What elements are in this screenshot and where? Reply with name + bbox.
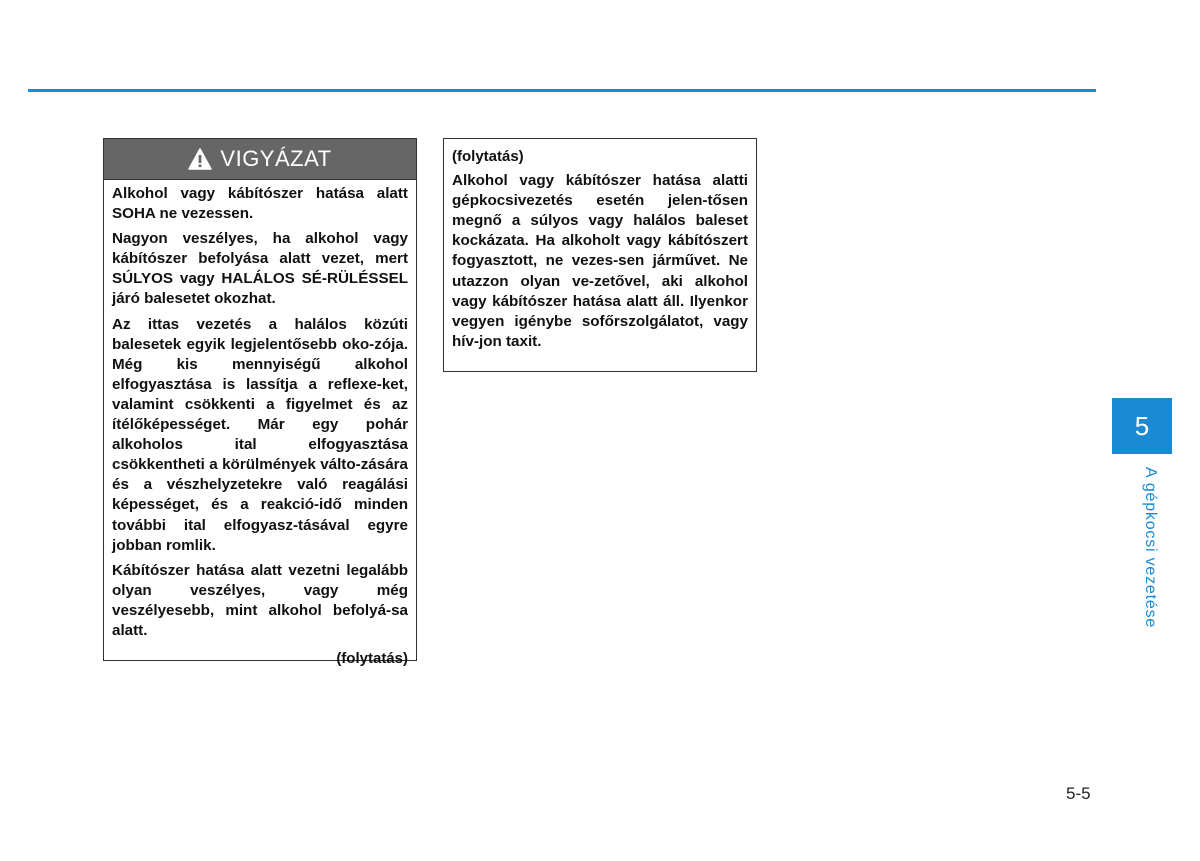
continuation-content (444, 139, 756, 352)
page-number: 5-5 (1066, 784, 1091, 803)
chapter-number-tab (1112, 398, 1172, 454)
warning-content (104, 180, 416, 669)
warning-paragraph: Az ittas vezetés a halálos közúti balesetek egyik legjelentősebb oko-zója. Még kis mennyiségű alkohol elfogyasztása is lassítja a reflexe-ket, valamint csökkenti a figyelmet és az ítélőképességet. Már egy pohár alkoholos ital elfogyasztása csökkentheti a körülmények válto-zására és a vészhelyzetekre való reagálási képességet, és a reakció-idő minden további ital elfogyasz-tásával egyre jobban romlik. (112, 315, 408, 554)
warning-paragraph: Kábítószer hatása alatt vezetni legalább olyan veszélyes, vagy még veszélyesebb, mint alkohol befolyá-sa alatt. (112, 561, 408, 639)
warning-paragraph: Alkohol vagy kábítószer hatása alatt SOHA ne vezessen. (112, 185, 408, 223)
chapter-label: A gépkocsi vezetése (1142, 467, 1159, 629)
warning-header (104, 139, 416, 180)
warning-paragraph: Nagyon veszélyes, ha alkohol vagy kábítószer befolyása alatt vezet, mert SÚLYOS vagy HALÁLOS SÉ-RÜLÉSSEL járó balesetet okozhat. (112, 230, 408, 308)
header-rule (28, 89, 1096, 92)
continued-note: (folytatás) (336, 650, 408, 668)
chapter-number: 5 (1134, 410, 1150, 441)
continuation-box (443, 138, 757, 372)
warning-title: VIGYÁZAT (220, 146, 332, 171)
continuation-text: Alkohol vagy kábítószer hatása alatti gépkocsivezetés esetén jelen-tősen megnő a súlyos vagy halálos baleset kockázata. Ha alkoholt vagy kábítószert fogyasztott, ne vezes-sen járművet. Ne utazzon olyan ve-zetővel, aki alkohol vagy kábítószer hatása alatt áll. Ilyenkor vegyen igénybe sofőrszolgálatot, vagy hív-jon taxit. (452, 172, 748, 350)
warning-triangle-icon (188, 148, 212, 170)
continuation-header: (folytatás) (452, 148, 524, 165)
warning-box (103, 138, 417, 668)
